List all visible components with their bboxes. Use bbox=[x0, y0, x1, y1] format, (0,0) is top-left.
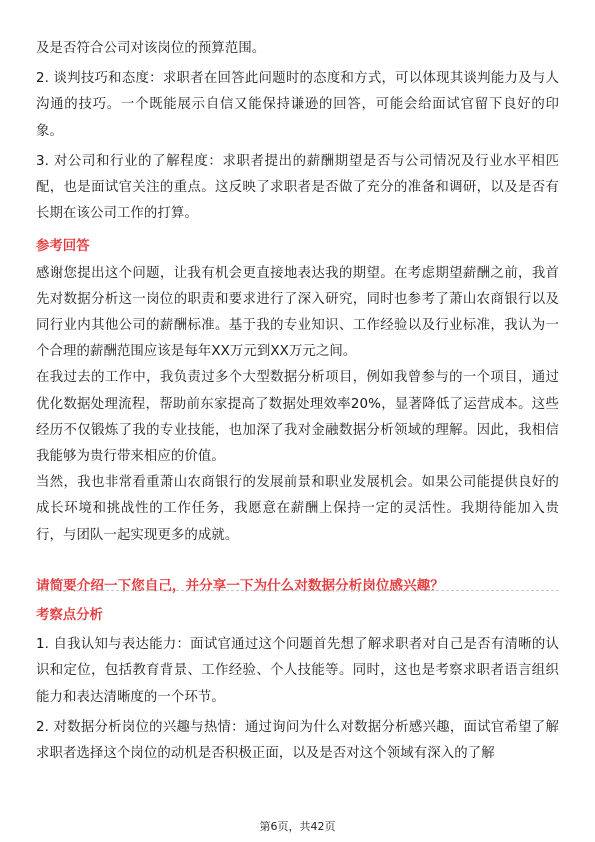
page-number: 第6页，共42页 bbox=[259, 820, 336, 833]
reference-paragraph-3: 当然，我也非常看重萧山农商银行的发展前景和职业发展机会。如果公司能提供良好的成长环境和挑战性的工作任务，我愿意在薪酬上保持一定的灵活性。我期待能加入贵行，与团队一起实现更多的成就。 bbox=[36, 475, 559, 543]
section-divider bbox=[36, 590, 559, 591]
reference-answer-heading: 参考回答 bbox=[36, 239, 90, 255]
analysis-heading: 考察点分析 bbox=[36, 608, 103, 624]
document-page bbox=[36, 36, 559, 767]
analysis-point-1: 1. 自我认知与表达能力：面试官通过这个问题首先想了解求职者对自己是否有清晰的认识和定位，包括教育背景、工作经验、个人技能等。同时，这也是考察求职者语言组织能力和表达清晰度的一个环节。 bbox=[36, 637, 559, 705]
analysis-point-2: 2. 对数据分析岗位的兴趣与热情：通过询问为什么对数据分析感兴趣，面试官希望了解求职者选择这个岗位的动机是否积极正面，以及是否对这个领域有深入的了解 bbox=[36, 719, 559, 762]
reference-paragraph-1: 感谢您提出这个问题，让我有机会更直接地表达我的期望。在考虑期望薪酬之前，我首先对数据分析这一岗位的职责和要求进行了深入研究，同时也参考了萧山农商银行以及同行业内其他公司的薪酬标准。基于我的专业知识、工作经验以及行业标准，我认为一个合理的薪酬范围应该是每年XX万元到XX万元之间。 bbox=[36, 265, 559, 360]
question-title: 请简要介绍一下您自己，并分享一下为什么对数据分析岗位感兴趣？ bbox=[36, 577, 444, 594]
point-negotiation: 2. 谈判技巧和态度：求职者在回答此问题时的态度和方式，可以体现其谈判能力及与人沟通的技巧。一个既能展示自信又能保持谦逊的回答，可能会给面试官留下良好的印象。 bbox=[36, 71, 559, 139]
reference-paragraph-2: 在我过去的工作中，我负责过多个大型数据分析项目，例如我曾参与的一个项目，通过优化数据处理流程，帮助前东家提高了数据处理效率20%，显著降低了运营成本。这些经历不仅锻炼了我的专业技能，也加深了我对金融数据分析领域的理解。因此，我相信我能够为贵行带来相应的价值。 bbox=[36, 370, 559, 465]
point-industry-knowledge: 3. 对公司和行业的了解程度：求职者提出的薪酬期望是否与公司情况及行业水平相匹配，也是面试官关注的重点。这反映了求职者是否做了充分的准备和调研，以及是否有长期在该公司工作的打算。 bbox=[36, 153, 559, 222]
paragraph-budget-tail: 及是否符合公司对该岗位的预算范围。 bbox=[36, 41, 266, 56]
